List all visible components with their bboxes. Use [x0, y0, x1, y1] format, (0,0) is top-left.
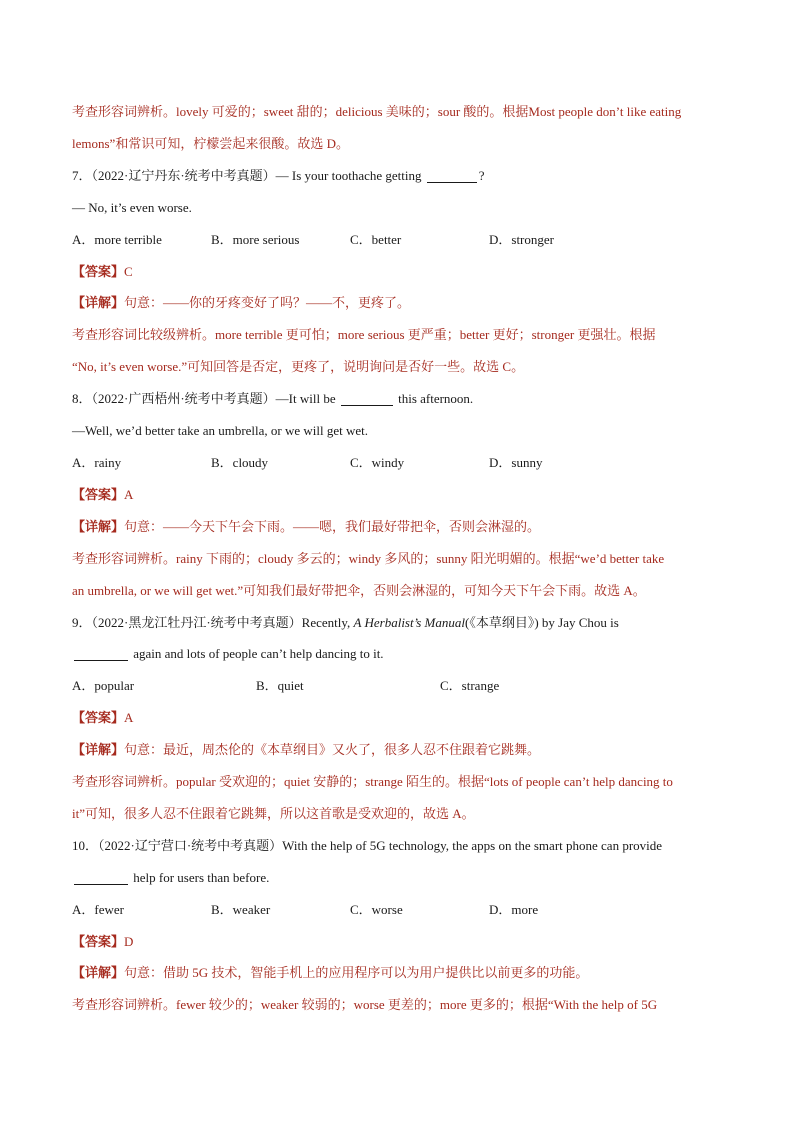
q7-blank	[427, 168, 477, 183]
q9-line2: again and lots of people can’t help dancing to it.	[72, 638, 724, 670]
q9-answer: 【答案】A	[72, 710, 134, 726]
q9-song-title: A Herbalist’s Manual	[353, 614, 466, 630]
q10-analysis-line1: 考查形容词辨析。fewer 较少的；weaker 较弱的；worse 更差的；more 更多的；根据“With the help of 5G	[72, 997, 658, 1013]
q8-blank	[341, 391, 393, 406]
q10-stem: 10．（2022·辽宁营口·统考中考真题）With the help of 5G technology, the apps on the smart phone can provide	[72, 837, 663, 853]
q8-option-d: D．sunny	[489, 454, 543, 470]
q8-line2: —Well, we’d better take an umbrella, or we will get wet.	[72, 423, 369, 439]
q10-option-b: B．weaker	[211, 901, 271, 917]
q7-detail: 【详解】句意：——你的牙疼变好了吗？——不，更疼了。	[72, 295, 411, 311]
intro-analysis-line1: 考查形容词辨析。lovely 可爱的；sweet 甜的；delicious 美味的；sour 酸的。根据Most people don’t like eating	[72, 104, 682, 119]
q8-options	[72, 447, 724, 479]
q8-answer: 【答案】A	[72, 486, 134, 502]
q8-option-c: C．windy	[350, 454, 405, 470]
q10-option-c: C．worse	[350, 901, 403, 917]
document-page	[72, 96, 724, 1021]
q7-answer: 【答案】C	[72, 263, 133, 279]
q8-option-a: A．rainy	[72, 454, 122, 470]
q9-analysis-line2: it”可知，很多人忍不住跟着它跳舞，所以这首歌是受欢迎的，故选 A。	[72, 805, 475, 821]
q9-stem: 9．（2022·黑龙江牡丹江·统考中考真题）Recently, A Herbalist’s Manual(《本草纲目》) by Jay Chou is	[72, 614, 619, 630]
q10-line2: help for users than before.	[72, 862, 724, 894]
q9-analysis-line1: 考查形容词辨析。popular 受欢迎的；quiet 安静的；strange 陌生的。根据“lots of people can’t help dancing to	[72, 774, 673, 790]
q7-option-d: D．stronger	[489, 231, 554, 247]
q8-option-b: B．cloudy	[211, 454, 269, 470]
q7-options	[72, 224, 724, 256]
q10-option-d: D．more	[489, 901, 539, 917]
q10-detail: 【详解】句意：借助 5G 技术，智能手机上的应用程序可以为用户提供比以前更多的功能。	[72, 965, 589, 981]
q7-analysis-line2: “No, it’s even worse.”可知回答是否定，更疼了，说明询问是否好一些。故选 C。	[72, 359, 525, 375]
q7-analysis-line1: 考查形容词比较级辨析。more terrible 更可怕；more serious 更严重；better 更好；stronger 更强壮。根据	[72, 327, 656, 343]
intro-analysis-line2: lemons”和常识可知，柠檬尝起来很酸。故选 D。	[72, 135, 349, 151]
q10-answer: 【答案】D	[72, 933, 134, 949]
q9-detail: 【详解】句意：最近，周杰伦的《本草纲目》又火了，很多人忍不住跟着它跳舞。	[72, 742, 541, 758]
q8-analysis-line2: an umbrella, or we will get wet.”可知我们最好带把伞，否则会淋湿的，可知今天下午会下雨。故选 A。	[72, 582, 646, 598]
q10-option-a: A．fewer	[72, 901, 124, 917]
q10-options	[72, 894, 724, 926]
q7-option-b: B．more serious	[211, 231, 300, 247]
q8-analysis-line1: 考查形容词辨析。rainy 下雨的；cloudy 多云的；windy 多风的；sunny 阳光明媚的。根据“we’d better take	[72, 550, 665, 566]
q8-stem: 8．（2022·广西梧州·统考中考真题）—It will be this afternoon.	[72, 391, 474, 407]
q7-line2: — No, it’s even worse.	[72, 199, 192, 215]
q8-detail: 【详解】句意：——今天下午会下雨。——嗯，我们最好带把伞，否则会淋湿的。	[72, 518, 541, 534]
q9-options	[72, 670, 724, 702]
q7-option-a: A．more terrible	[72, 231, 162, 247]
q7-option-c: C．better	[350, 231, 402, 247]
q9-option-b: B．quiet	[256, 678, 304, 694]
q7-stem: 7．（2022·辽宁丹东·统考中考真题）— Is your toothache getting ?	[72, 167, 485, 183]
q9-blank	[74, 646, 128, 661]
q9-option-a: A．popular	[72, 678, 135, 694]
q10-blank	[74, 870, 128, 885]
q9-option-c: C．strange	[440, 678, 500, 694]
